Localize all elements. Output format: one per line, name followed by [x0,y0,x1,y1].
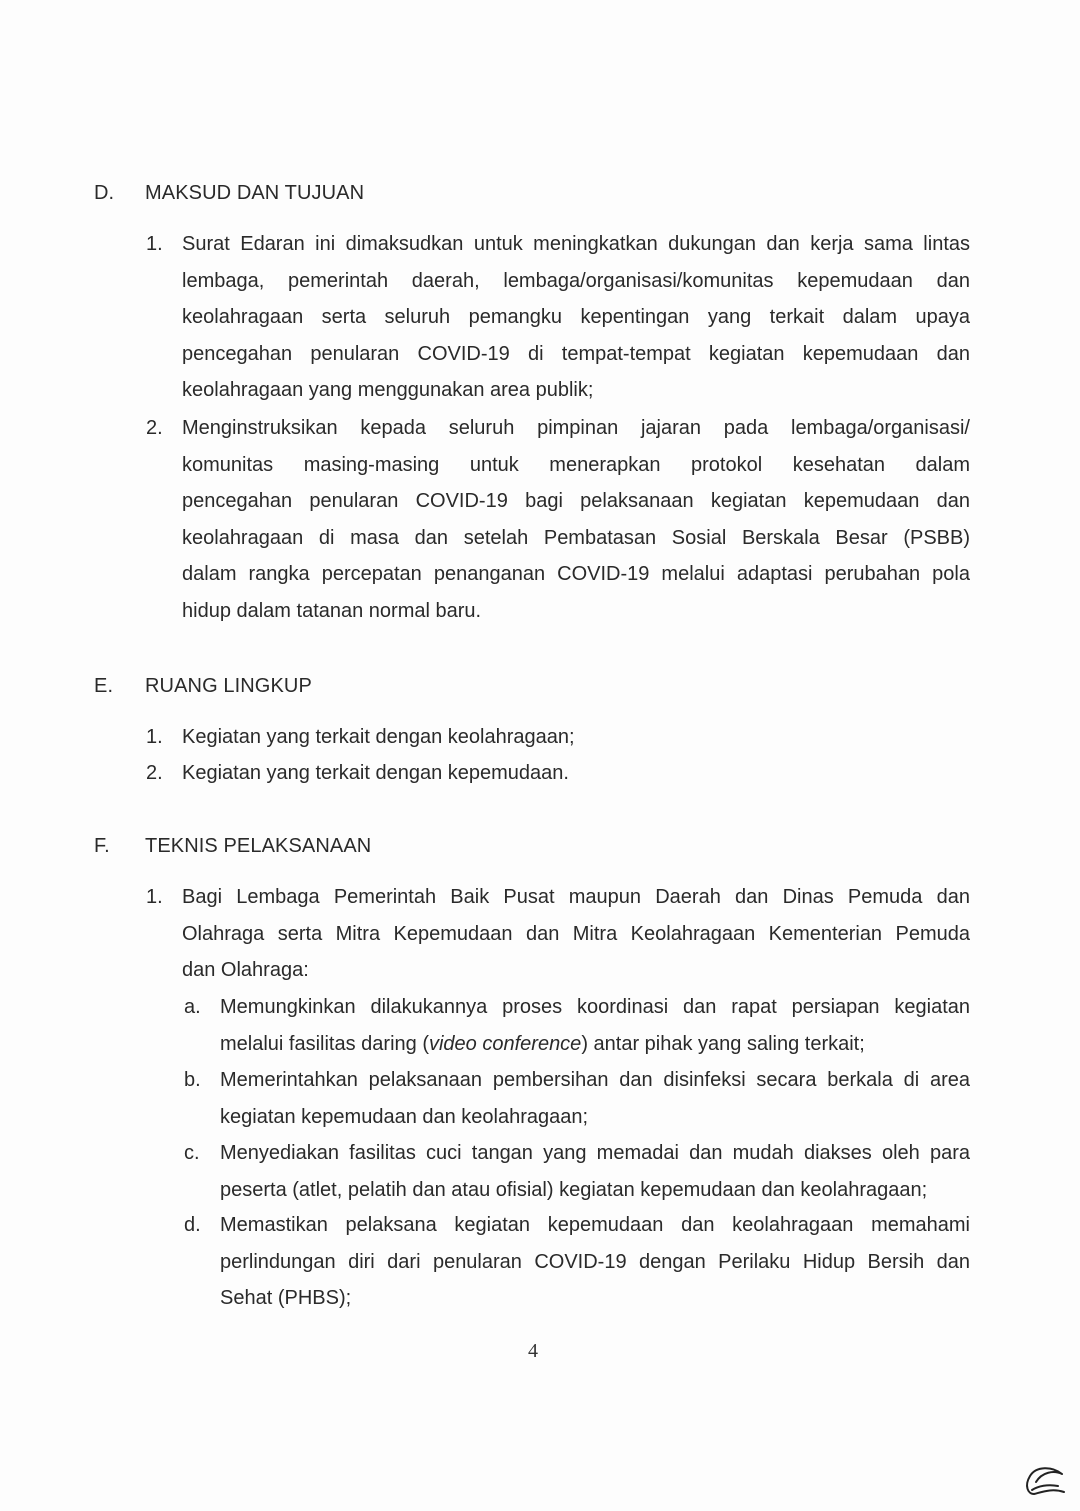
subitem-letter: c. [184,1142,200,1164]
text-line: peserta (atlet, pelatih dan atau ofisial) kegiatan kepemudaan dan keolahragaan; [220,1178,928,1201]
subitem-text [220,989,970,1062]
text-line: komunitas masing-masing untuk menerapkan protokol kesehatan dalam [182,453,970,476]
text-line: Olahraga serta Mitra Kepemudaan dan Mitra Keolahragaan Kementerian Pemuda [182,922,970,945]
text-line: dalam rangka percepatan penanganan COVID-19 melalui adaptasi perubahan pola [182,563,970,585]
text-line: Kegiatan yang terkait dengan kepemudaan. [182,762,569,784]
section-e-heading [94,675,312,698]
subitem-text [220,1062,970,1135]
section-e-item-1 [146,719,970,756]
text-line: hidup dalam tatanan normal baru. [182,599,482,622]
section-f-subitem-c [184,1135,970,1208]
item-text [182,879,970,989]
section-f-heading [94,835,371,858]
text-line: Memastikan pelaksana kegiatan kepemudaan dan keolahragaan memahami [220,1214,970,1236]
section-title: RUANG LINGKUP [145,675,312,697]
text-line: Menyediakan fasilitas cuci tangan yang memadai dan mudah diakses oleh para [220,1142,970,1164]
section-e-item-2 [146,755,970,792]
subitem-letter: b. [184,1069,201,1091]
page-number: 4 [528,1340,538,1362]
subitem-letter: a. [184,996,201,1018]
text-line: Memerintahkan pelaksanaan pembersihan dan disinfeksi secara berkala di area [220,1069,970,1091]
section-letter: D. [94,182,115,204]
subitem-letter: d. [184,1214,201,1236]
section-d-heading [94,182,364,205]
text-line: kegiatan kepemudaan dan keolahragaan; [220,1105,589,1128]
item-text [182,719,970,756]
text-line: Kegiatan yang terkait dengan keolahragaan; [182,726,575,748]
text-line: keolahragaan serta seluruh pemangku kepentingan yang terkait dalam upaya [182,306,970,328]
section-d-item-2 [146,410,970,629]
initial-signature-icon [1022,1464,1066,1500]
text-line: Bagi Lembaga Pemerintah Baik Pusat maupun Daerah dan Dinas Pemuda dan [182,886,970,908]
section-f-subitem-b [184,1062,970,1135]
text-line: Menginstruksikan kepada seluruh pimpinan jajaran pada lembaga/organisasi/ [182,417,970,439]
section-title: MAKSUD DAN TUJUAN [145,182,365,204]
item-text [182,755,970,792]
section-letter: E. [94,675,114,697]
item-number: 1. [146,726,163,748]
section-letter: F. [94,835,110,857]
text-segment: melalui fasilitas daring ( [220,1032,429,1055]
item-number: 2. [146,417,163,439]
text-line: lembaga, pemerintah daerah, lembaga/organisasi/komunitas kepemudaan dan [182,269,970,292]
text-line: perlindungan diri dari penularan COVID-19 dengan Perilaku Hidup Bersih dan [220,1250,970,1273]
text-line [220,1026,970,1063]
item-number: 1. [146,886,163,908]
subitem-text [220,1135,970,1208]
section-f-subitem-d [184,1207,970,1317]
section-title: TEKNIS PELAKSANAAN [145,835,372,857]
section-f-item-1 [146,879,970,989]
text-segment: ) antar pihak yang saling terkait; [581,1032,865,1055]
text-line: pencegahan penularan COVID-19 di tempat-tempat kegiatan kepemudaan dan [182,342,970,365]
section-f-subitem-a [184,989,970,1062]
item-text [182,226,970,409]
italic-term: video conference [428,1032,582,1055]
item-text [182,410,970,629]
subitem-text [220,1207,970,1317]
text-line: Memungkinkan dilakukannya proses koordinasi dan rapat persiapan kegiatan [220,996,970,1018]
text-line: pencegahan penularan COVID-19 bagi pelaksanaan kegiatan kepemudaan dan [182,490,970,512]
item-number: 2. [146,762,163,784]
text-line: dan Olahraga: [182,959,309,981]
item-number: 1. [146,233,163,255]
section-d-item-1 [146,226,970,409]
text-line: keolahragaan di masa dan setelah Pembatasan Sosial Berskala Besar (PSBB) [182,526,970,549]
text-line: keolahragaan yang menggunakan area publik; [182,379,594,401]
text-line: Surat Edaran ini dimaksudkan untuk meningkatkan dukungan dan kerja sama lintas [182,233,970,255]
text-line: Sehat (PHBS); [220,1287,352,1309]
